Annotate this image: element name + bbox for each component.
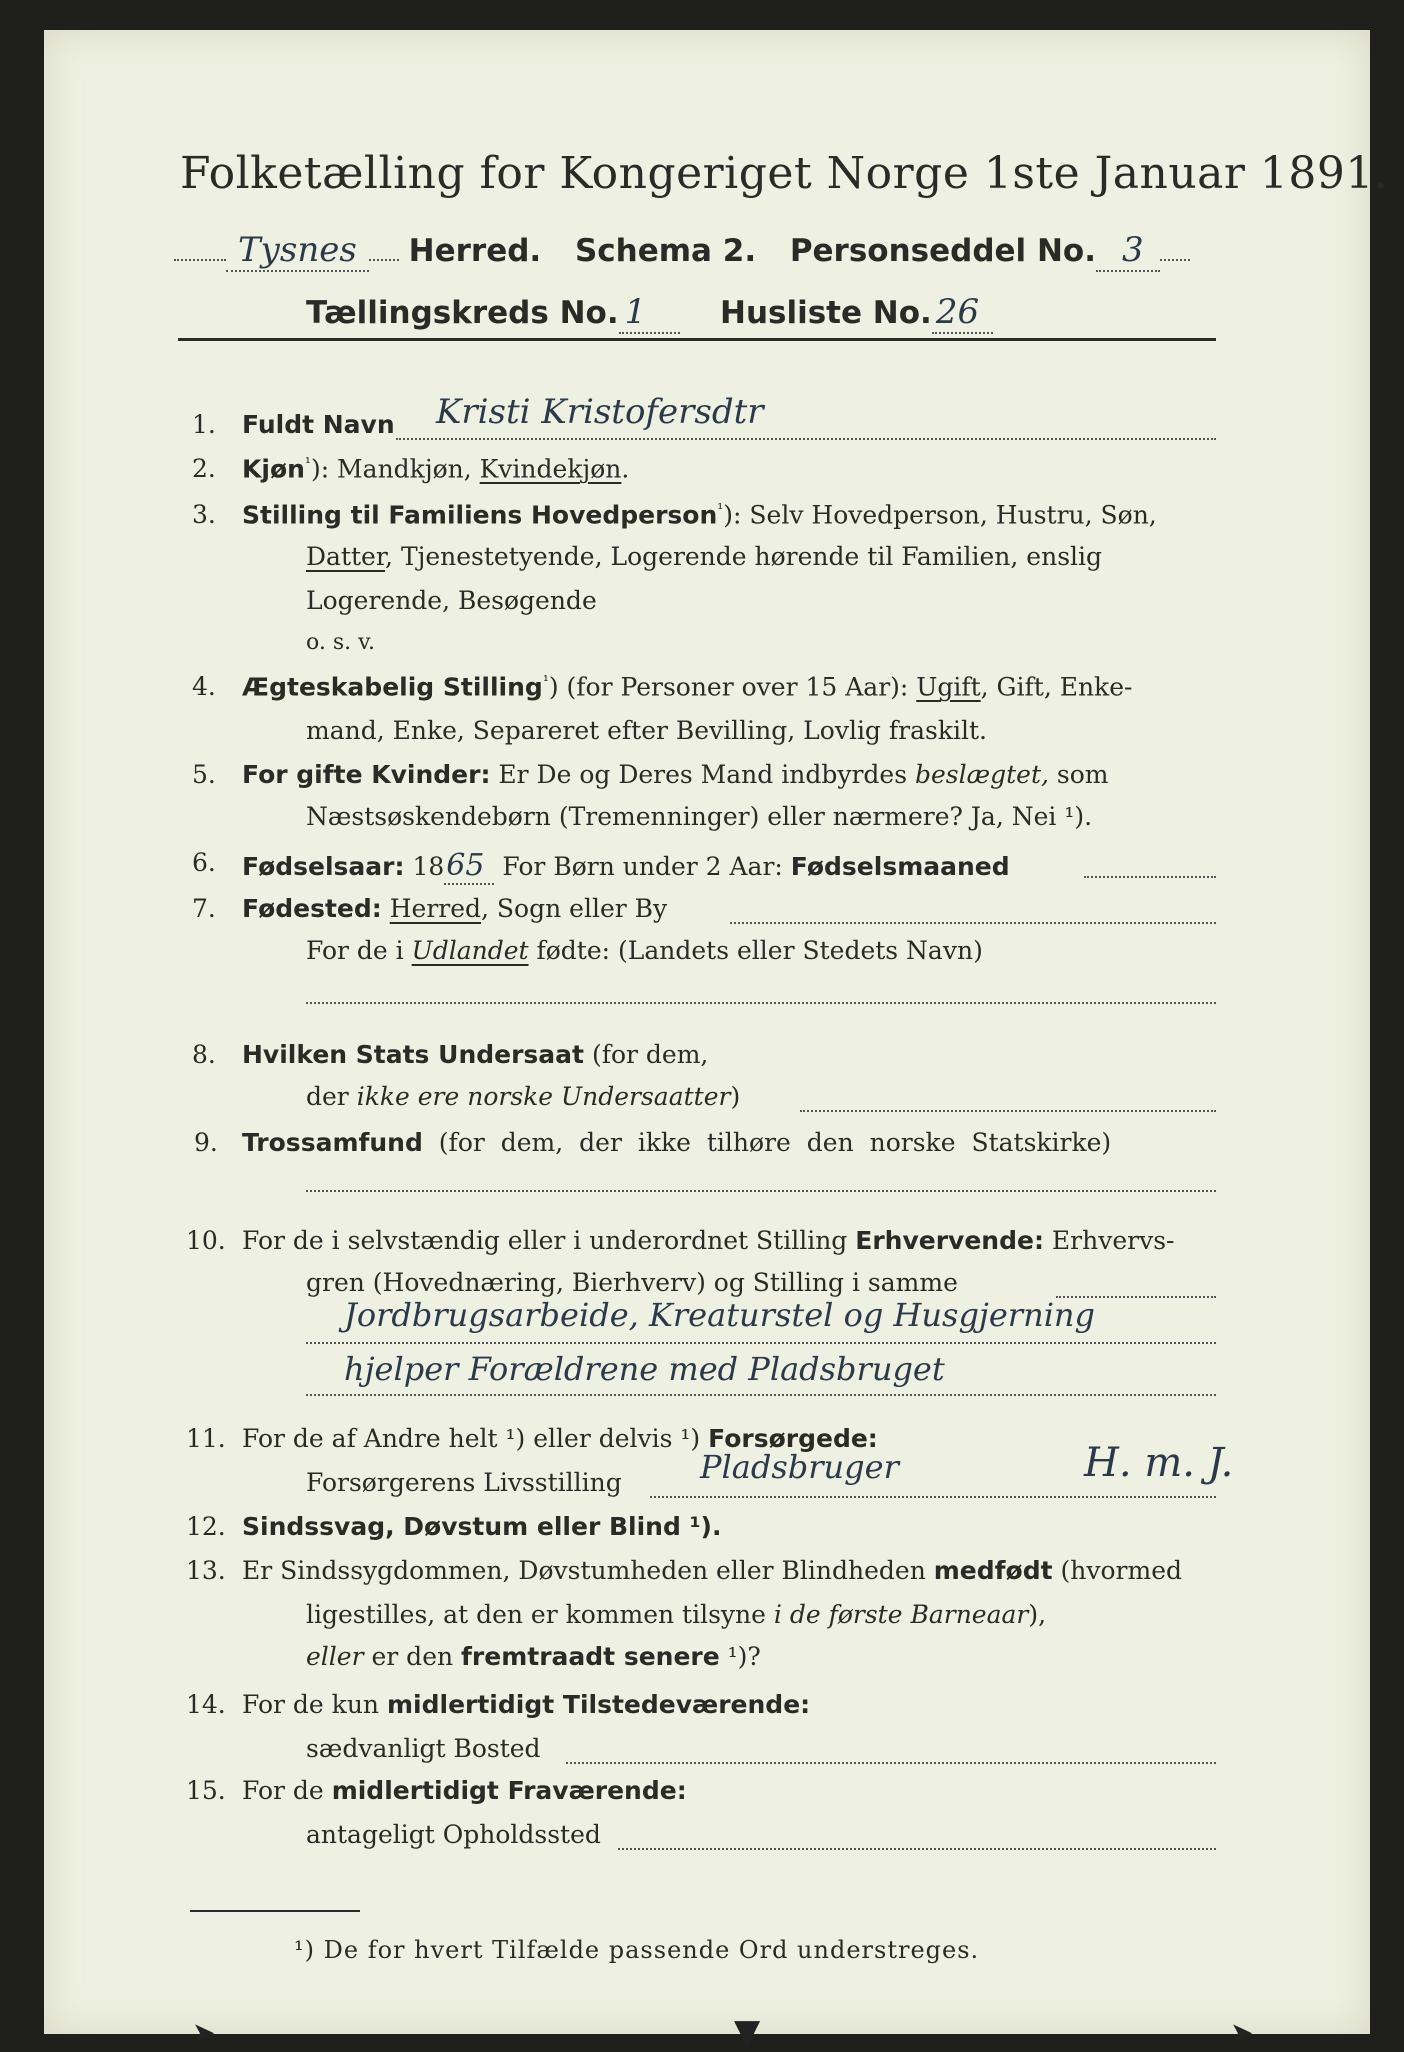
item-8-line1	[242, 1040, 708, 1069]
dotted-line	[566, 1762, 1216, 1764]
item-label-bold: fremtraadt senere	[461, 1642, 720, 1671]
religion-text: (for dem, der ikke tilhøre den norske Statskirke)	[422, 1128, 1112, 1157]
congenital-text: ligestilles, at den er kommen tilsyne	[306, 1600, 774, 1629]
item-label: For gifte Kvinder:	[242, 760, 491, 789]
husliste-label: Husliste No.	[720, 295, 932, 331]
kinship-text: som	[1048, 760, 1109, 789]
abroad-text: For de i	[306, 936, 412, 965]
item-number: 8.	[192, 1040, 216, 1069]
item-11-line2: Forsørgerens Livsstilling	[306, 1468, 622, 1497]
item-number: 15.	[186, 1776, 226, 1805]
birthplace-options: , Sogn eller By	[481, 894, 668, 923]
year-prefix: 18	[404, 852, 445, 881]
item-13-line3	[306, 1642, 761, 1671]
abroad-italic: Udlandet	[411, 936, 529, 965]
family-position-options: , Tjenestetyende, Logerende hørende til Familien, enslig	[385, 542, 1103, 571]
punctuation: ¹)?	[719, 1642, 761, 1671]
marital-text: , Gift, Enke-	[980, 672, 1133, 702]
schema-label: Schema 2.	[574, 233, 757, 269]
footnote-rule	[190, 1910, 360, 1912]
corner-mark: ➤	[1230, 2016, 1254, 2049]
item-number: 12.	[186, 1512, 226, 1541]
citizenship-italic: ikke ere norske Undersaatter	[356, 1082, 731, 1111]
occupation-text: For de i selvstændig eller i underordnet Stilling	[242, 1226, 856, 1255]
birth-year-value: 65	[444, 848, 494, 885]
item-14-line2: sædvanligt Bosted	[306, 1734, 541, 1763]
marital-selected: Ugift	[916, 672, 981, 702]
herred-line	[174, 230, 1190, 270]
item-4-line2: mand, Enke, Separeret efter Bevilling, Lovlig fraskilt.	[306, 716, 987, 745]
item-1-name	[242, 410, 395, 439]
item-13-line1	[242, 1556, 1182, 1585]
item-label: Fødested:	[242, 894, 382, 923]
congenital-italic: eller	[306, 1642, 364, 1671]
herred-value: Tysnes	[226, 230, 369, 272]
footnote: ¹) De for hvert Tilfælde passende Ord understreges.	[294, 1936, 980, 1964]
dotted-line	[306, 1342, 1216, 1344]
provider-occupation-value: Pladsbruger	[700, 1448, 899, 1486]
occupation-value-1: Jordbrugsarbeide, Kreaturstel og Husgjerning	[344, 1296, 1096, 1334]
citizenship-text: der	[306, 1082, 357, 1111]
item-label-bold: medfødt	[933, 1556, 1053, 1585]
item-number: 11.	[186, 1424, 226, 1453]
personseddel-value: 3	[1096, 230, 1160, 272]
item-number: 7.	[192, 894, 216, 923]
kinship-italic: beslægtet,	[915, 760, 1049, 789]
item-number: 10.	[186, 1226, 226, 1255]
item-number: 13.	[186, 1556, 226, 1585]
congenital-text: Er Sindssygdommen, Døvstumheden eller Blindheden	[242, 1556, 934, 1585]
item-8-line2	[306, 1082, 740, 1111]
dotted-line	[306, 1002, 1216, 1004]
header-rule	[178, 338, 1216, 341]
birthplace-selected: Herred	[389, 894, 482, 923]
dotted-line	[800, 1110, 1216, 1112]
congenital-text: er den	[363, 1642, 462, 1671]
item-number: 4.	[192, 672, 216, 701]
footnote-mark: ¹	[304, 454, 311, 472]
kreds-value: 1	[619, 292, 681, 334]
item-number: 3.	[192, 500, 216, 529]
dotted-line	[306, 1190, 1216, 1192]
citizenship-text: (for dem,	[584, 1040, 709, 1069]
item-7-line2	[306, 936, 983, 965]
punctuation: )	[730, 1082, 741, 1111]
item-label-bold: Erhvervende:	[855, 1226, 1044, 1255]
dotted-line	[306, 1394, 1216, 1396]
dotted-line	[650, 1496, 1216, 1498]
item-5-line1	[242, 760, 1109, 789]
occupation-text: Erhvervs-	[1043, 1226, 1175, 1255]
item-label: Kjøn	[242, 454, 305, 484]
item-label-bold: Undersaat	[438, 1040, 584, 1069]
punctuation: ),	[1028, 1600, 1047, 1629]
item-4-line1: Ægteskabelig Stilling$^{^1}$) (for Personer over 15 Aar): Ugift, Gift, Enke-	[242, 672, 1133, 702]
temporary-text: For de kun	[242, 1690, 387, 1719]
personseddel-label: Personseddel No.	[789, 233, 1096, 269]
item-number: 1.	[192, 410, 216, 439]
dotted-line	[1084, 876, 1216, 878]
item-label: Fuldt Navn	[242, 410, 395, 439]
occupation-value-2: hjelper Forældrene med Pladsbruget	[344, 1350, 945, 1388]
item-3-line1: Stilling til Familiens Hovedperson$^{^1}$): Selv Hovedperson, Hustru, Søn,	[242, 500, 1157, 530]
item-6-birthyear	[242, 848, 1010, 883]
item-label-bold: midlertidigt Tilstedeværende:	[386, 1690, 811, 1719]
form-title: Folketælling for Kongeriget Norge 1ste Januar 1891.	[180, 148, 1389, 199]
item-13-line2	[306, 1600, 1046, 1629]
item-14-line1	[242, 1690, 810, 1719]
item-3-line4: o. s. v.	[306, 630, 375, 655]
item-label: Hvilken Stats	[242, 1040, 439, 1069]
family-position-selected: Datter	[306, 542, 386, 571]
item-10-line2: gren (Hovednæring, Bierhverv) og Stilling i samme	[306, 1268, 958, 1297]
congenital-text: (hvormed	[1052, 1556, 1182, 1585]
item-15-line2: antageligt Opholdssted	[306, 1820, 601, 1849]
support-text: For de af Andre helt ¹) eller delvis ¹)	[242, 1424, 709, 1453]
item-7-line1	[242, 894, 667, 923]
full-name-value: Kristi Kristofersdtr	[436, 392, 764, 432]
kreds-label: Tællingskreds No.	[306, 295, 619, 331]
dotted-line	[730, 922, 1216, 924]
dotted-line	[618, 1848, 1216, 1850]
provider-occupation-extra: H. m. J.	[1084, 1440, 1234, 1486]
kreds-line	[306, 292, 993, 332]
herred-label: Herred.	[408, 233, 542, 269]
item-number: 6.	[192, 848, 216, 877]
item-3-line2	[306, 542, 1102, 571]
congenital-italic: i de første Barneaar	[773, 1600, 1029, 1629]
item-label: Ægteskabelig Stilling	[242, 672, 543, 702]
item-3-line3: Logerende, Besøgende	[306, 586, 597, 615]
item-15-line1	[242, 1776, 687, 1805]
abroad-text: fødte: (Landets eller Stedets Navn)	[528, 936, 983, 965]
item-number: 5.	[192, 760, 216, 789]
punctuation: .	[621, 454, 630, 484]
gender-selected: Kvindekjøn	[479, 454, 622, 484]
item-9-religion	[242, 1128, 1111, 1157]
gender-options: ): Mandkjøn,	[310, 454, 480, 484]
census-form-sheet	[44, 30, 1389, 2052]
dotted-line	[396, 438, 1216, 440]
absent-text: For de	[242, 1776, 332, 1805]
item-10-line1	[242, 1226, 1174, 1255]
marital-text: ) (for Personer over 15 Aar):	[548, 672, 917, 702]
item-label: Stilling til Familiens Hovedperson	[242, 500, 718, 530]
birthmonth-text: For Børn under 2 Aar:	[494, 852, 791, 881]
item-2-gender	[242, 454, 629, 483]
family-position-options: ): Selv Hovedperson, Hustru, Søn,	[723, 500, 1157, 530]
item-label-bold: midlertidigt Fraværende:	[331, 1776, 687, 1805]
item-number: 2.	[192, 454, 216, 483]
item-12-disability: Sindssvag, Døvstum eller Blind ¹).	[242, 1512, 722, 1541]
item-label: Fødselsaar:	[242, 852, 405, 881]
item-label: Trossamfund	[242, 1128, 423, 1157]
item-number: 9.	[194, 1128, 218, 1157]
item-5-line2: Næstsøskendebørn (Tremenninger) eller nærmere? Ja, Nei ¹).	[306, 802, 1093, 831]
item-label-bold: Forsørgede:	[708, 1424, 878, 1453]
item-number: 14.	[186, 1690, 226, 1719]
kinship-text: Er De og Deres Mand indbyrdes	[490, 760, 915, 789]
center-mark: ▼	[734, 2012, 761, 2052]
husliste-value: 26	[932, 292, 993, 334]
corner-mark: ➤	[192, 2016, 216, 2049]
birthmonth-label: Fødselsmaaned	[790, 852, 1010, 881]
